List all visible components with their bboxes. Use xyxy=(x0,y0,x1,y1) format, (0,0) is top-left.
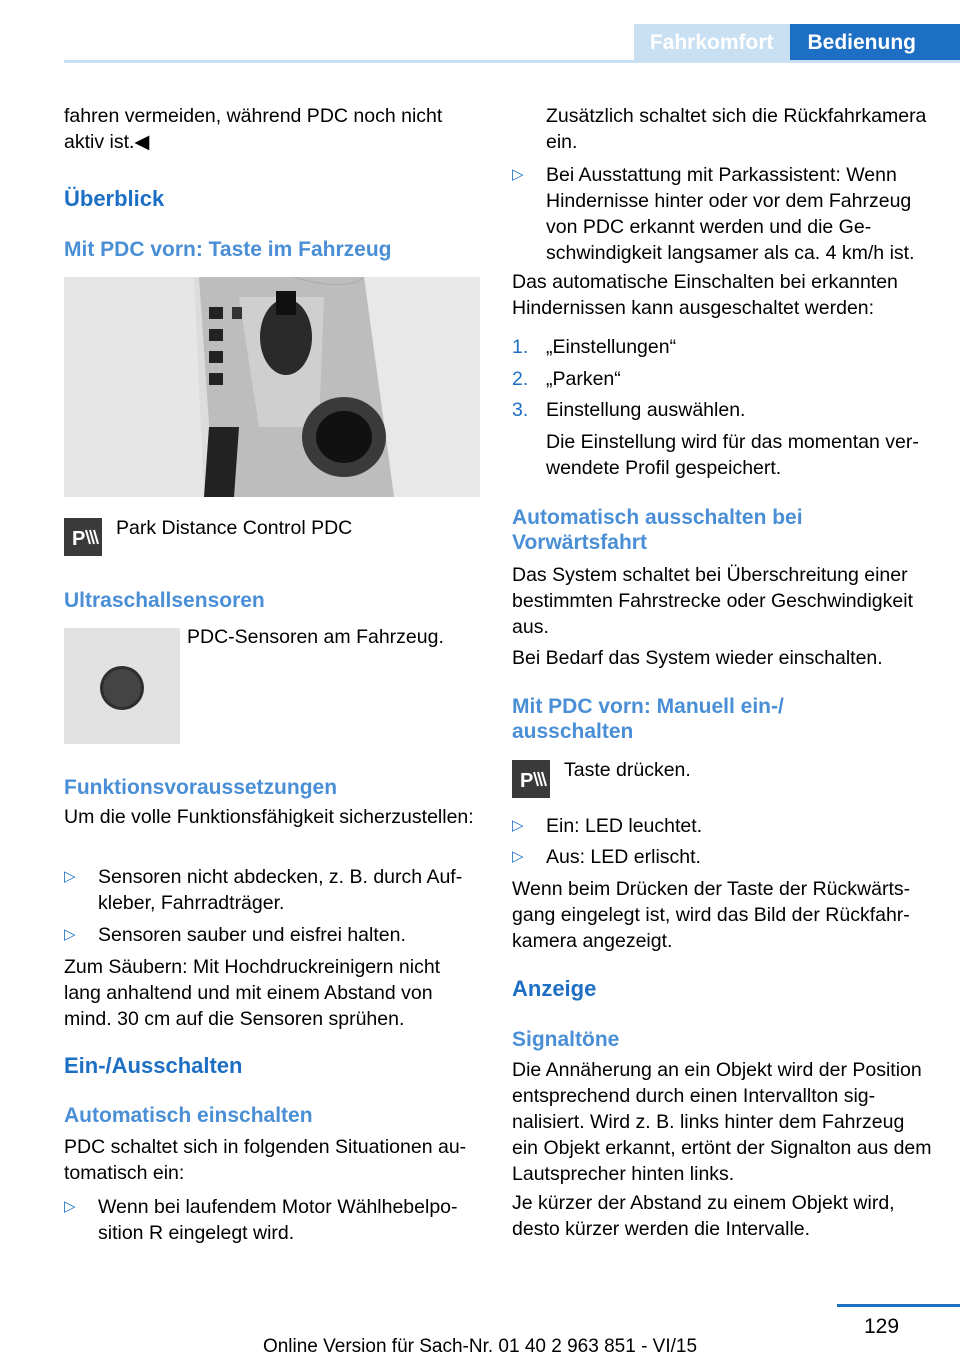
heading-automatisch-ausschalten: Automatisch ausschalten bei Vorwärtsfahrt xyxy=(512,506,803,554)
caption-pdc: Park Distance Control PDC xyxy=(116,517,353,539)
heading-ueberblick: Überblick xyxy=(64,186,165,211)
paragraph-step3-note: Die Einstellung wird für das momentan verwendete Profil gespeichert. xyxy=(546,431,919,479)
paragraph-auto-ein: PDC schaltet sich in folgenden Situationen automatisch ein: xyxy=(64,1136,467,1184)
heading-taste-im-fahrzeug: Mit PDC vorn: Taste im Fahrzeug xyxy=(64,238,392,261)
svg-text:P: P xyxy=(520,770,534,792)
triangle-bullet-icon: ▷ xyxy=(512,166,524,183)
pdc-button-icon xyxy=(64,518,102,556)
tab-bedienung[interactable]: Bedienung xyxy=(790,24,960,62)
paragraph-rueckfahrkamera: Zusätzlich schaltet sich die Rückfahrkamera ein. xyxy=(546,105,927,153)
sensor-caption: PDC-Sensoren am Fahrzeug. xyxy=(187,626,444,648)
paragraph-rueckwaerts: Wenn beim Drücken der Taste der Rückwärtsgang eingelegt ist, wird das Bild der Rückfahrkamera angezeigt. xyxy=(512,878,911,952)
list-item: ▷ Wenn bei laufendem Motor Wählhebelposition R eingelegt wird. xyxy=(64,1196,458,1244)
footer-online-version: Online Version für Sach-Nr. 01 40 2 963 851 - VI/15 xyxy=(262,1336,698,1357)
triangle-bullet-icon: ▷ xyxy=(64,926,76,943)
list-item: ▷ Sensoren nicht abdecken, z. B. durch Aufkleber, Fahrradträger. xyxy=(64,866,463,914)
triangle-bullet-icon: ▷ xyxy=(64,1198,76,1215)
center-console-photo xyxy=(64,277,480,497)
heading-ultraschallsensoren: Ultraschallsensoren xyxy=(64,589,265,612)
footer-divider xyxy=(837,1304,960,1307)
triangle-bullet-icon: ▷ xyxy=(512,817,524,834)
heading-anzeige: Anzeige xyxy=(512,976,597,1001)
paragraph-funktion: Um die volle Funktionsfähigkeit sicherzustellen: xyxy=(64,806,474,828)
intro-paragraph: fahren vermeiden, während PDC noch nicht aktiv ist.◀ xyxy=(64,105,443,153)
paragraph-kuerzer: Je kürzer der Abstand zu einem Objekt wird, desto kürzer werden die Intervalle. xyxy=(512,1192,895,1240)
list-item: 2. „Parken“ xyxy=(512,368,621,390)
list-item: ▷ Ein: LED leuchtet. xyxy=(512,815,703,837)
header-divider xyxy=(64,60,960,63)
paragraph-bedarf: Bei Bedarf das System wieder einschalten. xyxy=(512,647,883,669)
paragraph-auto-aus: Das System schaltet bei Überschreitung einer bestimmten Fahrstrecke oder Geschwindigkeit aus. xyxy=(512,564,913,638)
tab-fahrkomfort[interactable]: Fahrkomfort xyxy=(634,24,790,62)
sensor-photo xyxy=(64,628,180,744)
paragraph-automatisch: Das automatische Einschalten bei erkannten Hindernissen kann ausgeschaltet werden: xyxy=(512,271,898,319)
svg-text:P: P xyxy=(72,528,86,550)
triangle-bullet-icon: ▷ xyxy=(512,848,524,865)
list-item: ▷ Bei Ausstattung mit Parkassistent: Wenn Hindernisse hinter oder vor dem Fahrzeug von PDC erkannt werden und die Geschwindigkeit langsamer als ca. 4 km/h ist. xyxy=(512,164,915,264)
list-item: ▷ Aus: LED erlischt. xyxy=(512,846,701,868)
page-number: 129 xyxy=(864,1315,900,1338)
list-item: 1. „Einstellungen“ xyxy=(512,336,677,358)
triangle-bullet-icon: ▷ xyxy=(64,868,76,885)
paragraph-saeubern: Zum Säubern: Mit Hochdruckreinigern nicht lang anhaltend und mit einem Abstand von mind. 30 cm auf die Sensoren sprühen. xyxy=(64,956,441,1030)
paragraph-signal: Die Annäherung an ein Objekt wird der Position entsprechend durch einen Intervallton signalisiert. Wird z. B. links hinter dem Fahrzeug ein Objekt erkannt, ertönt der Signalton aus dem Lautsprecher hinten links. xyxy=(512,1059,932,1185)
heading-manuell: Mit PDC vorn: Manuell ein-/ ausschalten xyxy=(512,695,784,743)
page-header xyxy=(634,24,960,62)
heading-ein-ausschalten: Ein-/Ausschalten xyxy=(64,1053,243,1078)
heading-automatisch-einschalten: Automatisch einschalten xyxy=(64,1104,313,1127)
paragraph-taste: Taste drücken. xyxy=(564,759,691,781)
pdc-button-icon xyxy=(512,760,550,798)
list-item: 3. Einstellung auswählen. xyxy=(512,399,746,421)
heading-funktionsvoraussetzungen: Funktionsvoraussetzungen xyxy=(64,776,338,799)
heading-signaltoene: Signaltöne xyxy=(512,1028,620,1051)
list-item: ▷ Sensoren sauber und eisfrei halten. xyxy=(64,924,406,946)
